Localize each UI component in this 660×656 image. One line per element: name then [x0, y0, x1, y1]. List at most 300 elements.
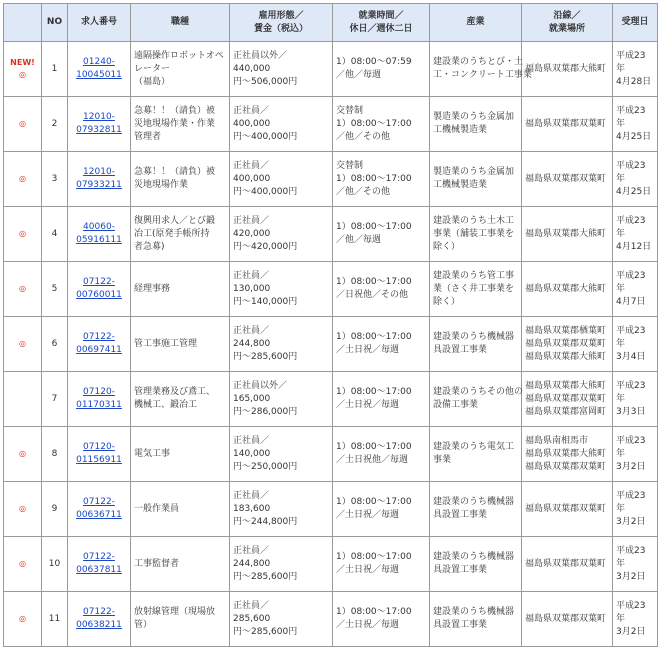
row-number: 8 — [42, 427, 68, 482]
date-line: 平成23 — [616, 380, 646, 391]
industry-line: 製造業のうち金属加 — [433, 167, 515, 177]
job-title-cell — [131, 592, 230, 647]
row-number: 6 — [42, 317, 68, 372]
industry-line: 具設置工事業 — [433, 510, 488, 520]
row-mark-cell — [4, 372, 42, 427]
hours-line: ／土日祝／毎週 — [336, 620, 400, 630]
employment-line: 正社員／ — [233, 215, 270, 226]
location-line: 福島県双葉郡大熊町 — [525, 283, 607, 294]
job-id-cell — [68, 592, 131, 647]
location-cell — [522, 592, 613, 647]
industry-cell — [430, 152, 522, 207]
employment-cell — [230, 97, 333, 152]
job-title-cell — [131, 97, 230, 152]
employment-line: 正社員／ — [233, 105, 270, 116]
date-line: 3月2日 — [616, 626, 646, 637]
date-line: 年 — [616, 283, 626, 294]
industry-line: 建設業のうち機械器 — [433, 607, 515, 617]
job-id-text[interactable]: 07122- — [83, 607, 115, 617]
employment-line: 円〜285,600円 — [233, 626, 298, 637]
row-mark-cell — [4, 317, 42, 372]
job-id-cell — [68, 372, 131, 427]
employment-line: 165,000 — [233, 393, 271, 404]
job-id-link[interactable] — [71, 386, 127, 412]
location-line: 福島県双葉郡楢葉町 — [525, 325, 607, 336]
hours-line: ／他／毎週 — [336, 235, 382, 245]
industry-line: 建設業のうちとび・土 — [433, 57, 524, 67]
industry-line: 事業（舗装工事業を — [433, 228, 515, 239]
row-mark-cell — [4, 207, 42, 262]
industry-line: 建設業のうち機械器 — [433, 332, 515, 342]
date-line: 平成23 — [616, 545, 646, 556]
job-title-line: 経理事務 — [134, 283, 171, 294]
industry-cell — [430, 482, 522, 537]
date-line: 年 — [616, 613, 626, 624]
location-line: 福島県双葉郡双葉町 — [525, 613, 607, 624]
job-id-link[interactable] — [71, 56, 127, 82]
industry-line: 建設業のうち土木工 — [433, 215, 515, 226]
employment-line: 円〜285,600円 — [233, 351, 298, 362]
date-line: 年 — [616, 228, 626, 239]
job-id-text[interactable]: 10045011 — [76, 70, 122, 80]
industry-cell — [430, 427, 522, 482]
row-number: 9 — [42, 482, 68, 537]
location-cell — [522, 97, 613, 152]
employment-cell — [230, 42, 333, 97]
employment-line: 正社員以外／ — [233, 50, 288, 61]
job-title-line: 災地現場作業・作業 — [134, 118, 216, 129]
location-line: 福島県双葉郡大熊町 — [525, 351, 607, 362]
date-line: 年 — [616, 173, 626, 184]
job-id-link[interactable] — [71, 496, 127, 522]
row-number: 10 — [42, 537, 68, 592]
target-mark-icon: ◎ — [19, 119, 26, 128]
target-mark-icon: ◎ — [19, 614, 26, 623]
job-title-line: 者急募) — [134, 241, 165, 252]
row-mark-cell — [4, 262, 42, 317]
target-mark-icon: ◎ — [19, 339, 26, 348]
industry-line: 建設業のうちその他の — [433, 387, 524, 397]
job-title-line: 一般作業員 — [134, 503, 180, 514]
row-number: 7 — [42, 372, 68, 427]
industry-cell — [430, 207, 522, 262]
employment-line: 244,800 — [233, 558, 271, 569]
employment-line: 円〜286,000円 — [233, 406, 298, 417]
date-line: 4月25日 — [616, 186, 652, 197]
date-line: 年 — [616, 338, 626, 349]
job-id-text[interactable]: 01240- — [83, 57, 115, 67]
employment-cell — [230, 372, 333, 427]
date-line: 年 — [616, 503, 626, 514]
date-line: 3月2日 — [616, 461, 646, 472]
employment-line: 正社員／ — [233, 435, 270, 446]
location-line: 福島県双葉郡大熊町 — [525, 63, 607, 74]
job-id-text[interactable]: 07122- — [83, 552, 115, 562]
location-cell — [522, 152, 613, 207]
job-title-line: 災地現場作業 — [134, 180, 189, 190]
employment-line: 244,800 — [233, 338, 271, 349]
job-id-cell — [68, 207, 131, 262]
date-line: 3月2日 — [616, 571, 646, 582]
job-id-link[interactable] — [71, 551, 127, 577]
industry-line: 建設業のうち機械器 — [433, 552, 515, 562]
row-mark-cell — [4, 482, 42, 537]
hours-cell — [333, 317, 430, 372]
date-line: 4月7日 — [616, 296, 646, 307]
industry-line: 事業 — [433, 455, 452, 465]
job-id-cell — [68, 482, 131, 537]
hours-line: ／土日祝他／毎週 — [336, 455, 409, 465]
industry-cell — [430, 372, 522, 427]
job-title-cell — [131, 482, 230, 537]
hours-cell — [333, 592, 430, 647]
job-title-line: 管工事施工管理 — [134, 338, 198, 349]
industry-line: 具設置工事業 — [433, 565, 488, 575]
hours-line: ／土日祝／毎週 — [336, 400, 400, 410]
job-title-line: 急募！！（請負）被 — [134, 105, 216, 116]
table-row — [4, 97, 658, 152]
job-title-cell — [131, 262, 230, 317]
job-title-line: 機械工、鍛冶工 — [134, 400, 198, 410]
employment-cell — [230, 317, 333, 372]
hours-line: 1）08:00〜17:00 — [336, 277, 412, 287]
job-id-cell — [68, 427, 131, 482]
employment-line: 円〜420,000円 — [233, 241, 298, 252]
hours-line: 1）08:00〜17:00 — [336, 552, 412, 562]
hours-line: ／他／その他 — [336, 186, 391, 197]
location-cell — [522, 372, 613, 427]
target-mark-icon: ◎ — [19, 70, 26, 79]
industry-line: 除く） — [433, 241, 461, 252]
date-line: 平成23 — [616, 600, 646, 611]
location-cell — [522, 427, 613, 482]
job-id-text[interactable]: 07933211 — [76, 180, 122, 190]
job-id-link[interactable] — [71, 606, 127, 632]
date-line: 年 — [616, 558, 626, 569]
employment-cell — [230, 482, 333, 537]
date-cell — [613, 592, 658, 647]
date-line: 平成23 — [616, 215, 646, 226]
header-row — [4, 4, 658, 42]
date-line: 平成23 — [616, 105, 646, 116]
hours-line: ／土日祝／毎週 — [336, 345, 400, 355]
employment-line: 正社員／ — [233, 600, 270, 611]
employment-cell — [230, 152, 333, 207]
location-cell — [522, 537, 613, 592]
date-line: 平成23 — [616, 50, 646, 61]
industry-cell — [430, 42, 532, 97]
row-mark-cell — [4, 152, 42, 207]
hours-line: ／土日祝／毎週 — [336, 565, 400, 575]
row-number: 4 — [42, 207, 68, 262]
hours-line: 1）08:00〜17:00 — [336, 222, 412, 232]
job-title-line: 放射線管理（現場放 — [134, 607, 216, 617]
industry-line: 工機械製造業 — [433, 125, 488, 135]
date-cell — [613, 42, 658, 97]
date-line: 3月2日 — [616, 516, 646, 527]
job-id-text[interactable]: 12010- — [83, 167, 115, 177]
employment-cell — [230, 262, 333, 317]
employment-line: 285,600 — [233, 613, 271, 624]
job-id-cell — [68, 537, 131, 592]
industry-line: 製造業のうち金属加 — [433, 112, 515, 122]
table-row — [4, 152, 658, 207]
job-id-cell — [68, 317, 131, 372]
hours-cell — [333, 42, 430, 97]
industry-line: 具設置工事業 — [433, 620, 488, 630]
date-line: 年 — [616, 448, 626, 459]
employment-line: 440,000 — [233, 63, 271, 74]
employment-line: 円〜250,000円 — [233, 461, 298, 472]
job-title-line: 管理業務及び鳶工、 — [134, 387, 216, 397]
hours-cell — [333, 537, 430, 592]
hours-cell — [333, 372, 430, 427]
location-line: 福島県双葉郡双葉町 — [525, 118, 607, 129]
hours-cell — [333, 482, 430, 537]
hours-line: ／他／毎週 — [336, 70, 382, 80]
location-cell — [522, 482, 613, 537]
hours-cell — [333, 97, 430, 152]
job-id-text[interactable]: 01170311 — [76, 400, 122, 410]
location-line: 福島県双葉郡双葉町 — [525, 173, 607, 184]
header-job: 職種 — [131, 4, 230, 42]
location-line: 福島県双葉郡双葉町 — [525, 338, 607, 349]
table-row — [4, 262, 658, 317]
job-id-text[interactable]: 01156911 — [76, 455, 122, 465]
table-row — [4, 482, 658, 537]
table-row — [4, 42, 658, 97]
row-number: 3 — [42, 152, 68, 207]
date-line: 3月4日 — [616, 351, 646, 362]
employment-line: 400,000 — [233, 173, 271, 184]
job-title-cell — [131, 537, 230, 592]
date-cell — [613, 97, 658, 152]
industry-line: 建設業のうち電気工 — [433, 442, 515, 452]
header-employment: 雇用形態／ 賃金（税込） — [230, 4, 333, 42]
date-line: 平成23 — [616, 490, 646, 501]
date-cell — [613, 482, 658, 537]
date-line: 平成23 — [616, 160, 646, 171]
job-title-cell — [131, 207, 230, 262]
date-line: 4月25日 — [616, 131, 652, 142]
industry-cell — [430, 592, 522, 647]
job-title-cell — [131, 152, 230, 207]
row-mark-cell — [4, 97, 42, 152]
target-mark-icon: ◎ — [19, 229, 26, 238]
date-cell — [613, 427, 658, 482]
industry-cell — [430, 262, 522, 317]
job-title-line: 工事監督者 — [134, 558, 180, 569]
job-title-cell — [131, 427, 230, 482]
job-id-text[interactable]: 05916111 — [76, 235, 122, 245]
hours-line: 1）08:00〜17:00 — [336, 497, 412, 507]
industry-line: 工機械製造業 — [433, 180, 488, 190]
job-title-line: 冶工(原発手帳所持 — [134, 228, 210, 239]
job-title-line: 復興用求人／とび鍛 — [134, 215, 216, 226]
employment-cell — [230, 207, 333, 262]
employment-line: 正社員／ — [233, 270, 270, 281]
row-number: 1 — [42, 42, 68, 97]
industry-cell — [430, 317, 522, 372]
job-id-link[interactable] — [71, 166, 127, 192]
job-id-text[interactable]: 12010- — [83, 112, 115, 122]
header-industry: 産業 — [430, 4, 522, 42]
job-id-link[interactable] — [71, 221, 127, 247]
job-id-text[interactable]: 07122- — [83, 277, 115, 287]
date-cell — [613, 152, 658, 207]
employment-line: 420,000 — [233, 228, 271, 239]
hours-line: 1）08:00〜17:00 — [336, 332, 412, 342]
table-row — [4, 427, 658, 482]
employment-line: 183,600 — [233, 503, 271, 514]
job-id-text[interactable]: 07120- — [83, 442, 115, 452]
hours-line: 交替制 — [336, 160, 364, 171]
row-mark-cell — [4, 427, 42, 482]
hours-line: 交替制 — [336, 105, 364, 116]
employment-line: 円〜400,000円 — [233, 186, 298, 197]
job-title-line: レーター — [134, 63, 171, 74]
industry-line: 業（さく井工事業を — [433, 283, 515, 294]
job-id-text[interactable]: 07122- — [83, 332, 115, 342]
row-mark-cell — [4, 537, 42, 592]
employment-line: 正社員／ — [233, 490, 270, 501]
job-title-cell — [131, 317, 230, 372]
date-line: 4月28日 — [616, 76, 652, 87]
date-cell — [613, 317, 658, 372]
hours-cell — [333, 207, 430, 262]
location-cell — [522, 42, 613, 97]
employment-line: 円〜244,800円 — [233, 516, 298, 527]
job-id-text[interactable]: 07122- — [83, 497, 115, 507]
header-date: 受理日 — [613, 4, 658, 42]
job-listings-table — [3, 3, 658, 647]
employment-line: 正社員／ — [233, 160, 270, 171]
employment-cell — [230, 427, 333, 482]
hours-line: ／土日祝／毎週 — [336, 510, 400, 520]
header-hours: 就業時間／ 休日／週休二日 — [333, 4, 430, 42]
job-id-text[interactable]: 07932811 — [76, 125, 122, 135]
row-number: 11 — [42, 592, 68, 647]
location-line: 福島県双葉郡双葉町 — [525, 503, 607, 514]
row-mark-cell — [4, 592, 42, 647]
job-title-line: 急募！！（請負）被 — [134, 167, 216, 177]
hours-line: 1）08:00〜17:00 — [336, 387, 412, 397]
date-line: 年 — [616, 118, 626, 129]
employment-line: 正社員以外／ — [233, 380, 288, 391]
employment-line: 円〜400,000円 — [233, 131, 298, 142]
date-line: 4月12日 — [616, 241, 652, 252]
industry-line: 除く） — [433, 296, 461, 307]
job-id-text[interactable]: 07120- — [83, 387, 115, 397]
date-line: 平成23 — [616, 325, 646, 336]
target-mark-icon: ◎ — [19, 559, 26, 568]
industry-cell — [430, 97, 522, 152]
employment-cell — [230, 537, 333, 592]
job-id-link[interactable] — [71, 111, 127, 137]
job-id-text[interactable]: 00637811 — [76, 565, 122, 575]
location-line: 福島県双葉郡双葉町 — [525, 393, 607, 404]
job-title-cell — [131, 372, 230, 427]
employment-line: 円〜506,000円 — [233, 76, 298, 87]
location-line: 福島県南相馬市 — [525, 435, 589, 446]
location-cell — [522, 262, 613, 317]
hours-line: 1）08:00〜17:00 — [336, 173, 412, 184]
date-cell — [613, 262, 658, 317]
table-row — [4, 537, 658, 592]
date-cell — [613, 537, 658, 592]
hours-cell — [333, 262, 430, 317]
job-id-link[interactable] — [71, 331, 127, 357]
date-line: 年 — [616, 63, 626, 74]
job-id-text[interactable]: 40060- — [83, 222, 115, 232]
row-mark-cell — [4, 42, 42, 97]
header-location: 沿線／ 就業場所 — [522, 4, 613, 42]
location-line: 福島県双葉郡双葉町 — [525, 461, 607, 472]
row-number: 2 — [42, 97, 68, 152]
job-id-text[interactable]: 00760011 — [76, 290, 122, 300]
date-line: 平成23 — [616, 435, 646, 446]
date-line: 3月3日 — [616, 406, 646, 417]
job-title-line: （福島） — [134, 76, 171, 87]
job-id-cell — [68, 152, 131, 207]
employment-line: 400,000 — [233, 118, 271, 129]
job-title-line: 電気工事 — [134, 448, 171, 459]
employment-line: 円〜140,000円 — [233, 296, 298, 307]
table-row — [4, 317, 658, 372]
hours-line: 1）08:00〜17:00 — [336, 607, 412, 617]
industry-line: 建設業のうち管工事 — [433, 270, 515, 281]
job-title-line: 管） — [134, 620, 153, 630]
location-line: 福島県双葉郡大熊町 — [525, 380, 607, 391]
job-title-cell — [131, 42, 230, 97]
job-title-line: 管理者 — [134, 131, 162, 142]
header-no: NO — [42, 4, 68, 42]
industry-line: 設備工事業 — [433, 400, 479, 410]
industry-line: 具設置工事業 — [433, 345, 488, 355]
hours-line: ／他／その他 — [336, 131, 391, 142]
date-cell — [613, 372, 658, 427]
hours-line: ／日祝他／その他 — [336, 290, 409, 300]
hours-cell — [333, 427, 430, 482]
job-id-link[interactable] — [71, 441, 127, 467]
employment-line: 140,000 — [233, 448, 271, 459]
row-number: 5 — [42, 262, 68, 317]
date-cell — [613, 207, 658, 262]
job-id-text[interactable]: 00638211 — [76, 620, 122, 630]
table-row — [4, 207, 658, 262]
employment-line: 130,000 — [233, 283, 271, 294]
job-id-link[interactable] — [71, 276, 127, 302]
target-mark-icon: ◎ — [19, 504, 26, 513]
hours-cell — [333, 152, 430, 207]
new-badge: NEW! — [10, 58, 35, 67]
industry-line: 建設業のうち機械器 — [433, 497, 515, 507]
job-id-text[interactable]: 00636711 — [76, 510, 122, 520]
employment-line: 正社員／ — [233, 325, 270, 336]
target-mark-icon: ◎ — [19, 284, 26, 293]
job-id-cell — [68, 42, 131, 97]
job-title-line: 遠隔操作ロボットオペ — [134, 50, 224, 61]
location-cell — [522, 317, 613, 372]
header-mark — [4, 4, 42, 42]
target-mark-icon: ◎ — [19, 174, 26, 183]
job-id-text[interactable]: 00697411 — [76, 345, 122, 355]
target-mark-icon: ◎ — [19, 449, 26, 458]
location-line: 福島県双葉郡大熊町 — [525, 228, 607, 239]
employment-cell — [230, 592, 333, 647]
date-line: 平成23 — [616, 270, 646, 281]
location-cell — [522, 207, 613, 262]
